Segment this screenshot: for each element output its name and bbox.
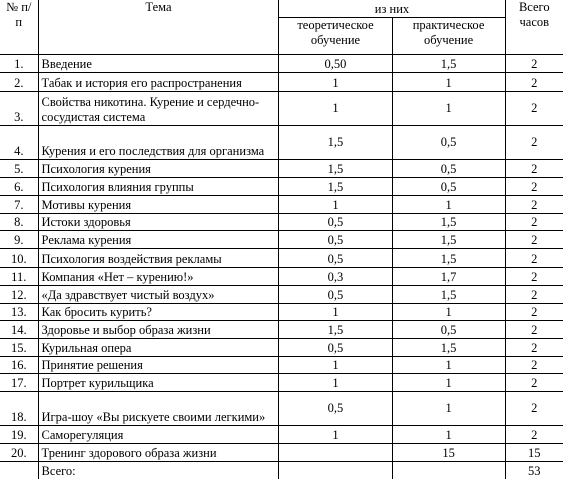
table-row — [0, 230, 563, 248]
row-practice: 15 — [392, 443, 505, 461]
row-number: 4. — [0, 125, 38, 159]
row-number: 18. — [0, 391, 38, 425]
row-theory: 1 — [279, 356, 392, 373]
table-row — [0, 425, 563, 443]
row-total: 2 — [505, 373, 563, 391]
row-practice: 1 — [392, 195, 505, 213]
row-number: 1. — [0, 54, 38, 72]
table-row — [0, 320, 563, 338]
row-theory: 1,5 — [279, 177, 392, 195]
table-row — [0, 248, 563, 267]
row-total: 2 — [505, 356, 563, 373]
row-total: 2 — [505, 391, 563, 425]
practice-header: практическое обучение — [392, 17, 505, 54]
row-theory: 1 — [279, 425, 392, 443]
row-topic: «Да здравствует чистый воздух» — [38, 285, 279, 303]
row-total: 2 — [505, 320, 563, 338]
row-practice: 1,5 — [392, 338, 505, 356]
row-topic: Курения и его последствия для организма — [38, 125, 279, 159]
row-practice: 1,5 — [392, 54, 505, 72]
row-topic: Свойства никотина. Курение и сердечно-сосудистая система — [38, 91, 279, 125]
row-topic: Как бросить курить? — [38, 303, 279, 320]
row-number: 12. — [0, 285, 38, 303]
row-total: 2 — [505, 195, 563, 213]
row-total: 2 — [505, 338, 563, 356]
row-theory: 0,5 — [279, 213, 392, 230]
row-total: 2 — [505, 177, 563, 195]
row-total: 2 — [505, 91, 563, 125]
table-row — [0, 125, 563, 159]
row-theory: 0,5 — [279, 338, 392, 356]
table-row — [0, 213, 563, 230]
row-number: 20. — [0, 443, 38, 461]
table-row — [0, 373, 563, 391]
row-number: 5. — [0, 159, 38, 177]
row-topic: Игра-шоу «Вы рискуете своими легкими» — [38, 391, 279, 425]
row-number: 9. — [0, 230, 38, 248]
num-header: № п/п — [6, 0, 32, 29]
row-topic: Реклама курения — [38, 230, 279, 248]
row-theory: 0,5 — [279, 248, 392, 267]
row-practice: 1 — [392, 356, 505, 373]
row-practice: 1 — [392, 303, 505, 320]
row-practice: 1 — [392, 91, 505, 125]
table-row — [0, 338, 563, 356]
row-total: 2 — [505, 72, 563, 91]
row-theory: 1 — [279, 195, 392, 213]
table-row — [0, 159, 563, 177]
row-topic: Курильная опера — [38, 338, 279, 356]
row-topic: Здоровье и выбор образа жизни — [38, 320, 279, 338]
row-practice: 0,5 — [392, 125, 505, 159]
row-theory: 0,5 — [279, 230, 392, 248]
row-topic: Тренинг здорового образа жизни — [38, 443, 279, 461]
row-practice: 1,5 — [392, 248, 505, 267]
row-number: 2. — [0, 72, 38, 91]
row-topic: Истоки здоровья — [38, 213, 279, 230]
table-row — [0, 177, 563, 195]
row-topic: Введение — [38, 54, 279, 72]
row-practice: 1 — [392, 391, 505, 425]
row-theory: 0,50 — [279, 54, 392, 72]
row-topic: Компания «Нет – курению!» — [38, 267, 279, 285]
row-total: 15 — [505, 443, 563, 461]
row-practice: 0,5 — [392, 320, 505, 338]
row-topic: Мотивы курения — [38, 195, 279, 213]
table-row — [0, 267, 563, 285]
row-topic: Психология влияния группы — [38, 177, 279, 195]
row-topic: Принятие решения — [38, 356, 279, 373]
row-number: 19. — [0, 425, 38, 443]
footer-theory-cell — [279, 461, 392, 479]
footer-total: 53 — [505, 461, 563, 479]
table-row — [0, 195, 563, 213]
row-topic: Психология курения — [38, 159, 279, 177]
row-theory: 1 — [279, 303, 392, 320]
row-theory: 1,5 — [279, 125, 392, 159]
row-practice: 1 — [392, 373, 505, 391]
row-topic: Саморегуляция — [38, 425, 279, 443]
row-theory: 1,5 — [279, 320, 392, 338]
table-row — [0, 54, 563, 72]
row-practice: 1,5 — [392, 285, 505, 303]
topic-header: Тема — [38, 0, 279, 54]
row-number: 10. — [0, 248, 38, 267]
row-number: 7. — [0, 195, 38, 213]
table-row — [0, 285, 563, 303]
row-total: 2 — [505, 159, 563, 177]
row-total: 2 — [505, 54, 563, 72]
row-practice: 1,5 — [392, 230, 505, 248]
row-practice: 1,5 — [392, 213, 505, 230]
table-row — [0, 391, 563, 425]
row-number: 16. — [0, 356, 38, 373]
row-total: 2 — [505, 230, 563, 248]
row-theory: 1 — [279, 373, 392, 391]
row-number: 11. — [0, 267, 38, 285]
theory-header: теоретическое обучение — [279, 17, 392, 54]
row-total: 2 — [505, 425, 563, 443]
table-row — [0, 72, 563, 91]
row-practice: 1 — [392, 425, 505, 443]
row-total: 2 — [505, 213, 563, 230]
table-row — [0, 91, 563, 125]
of-them-header: из них — [279, 0, 505, 17]
row-total: 2 — [505, 248, 563, 267]
row-practice: 0,5 — [392, 177, 505, 195]
row-number: 14. — [0, 320, 38, 338]
row-total: 2 — [505, 267, 563, 285]
footer-practice-cell — [392, 461, 505, 479]
row-number: 3. — [0, 91, 38, 125]
footer-label: Всего: — [38, 461, 279, 479]
total-header: Всего часов — [505, 0, 563, 54]
row-total: 2 — [505, 285, 563, 303]
row-theory: 0,3 — [279, 267, 392, 285]
row-theory — [279, 443, 392, 461]
row-topic: Психология воздействия рекламы — [38, 248, 279, 267]
row-practice: 0,5 — [392, 159, 505, 177]
row-theory: 1 — [279, 91, 392, 125]
row-total: 2 — [505, 303, 563, 320]
row-topic: Портрет курильщика — [38, 373, 279, 391]
row-total: 2 — [505, 125, 563, 159]
row-number: 17. — [0, 373, 38, 391]
row-topic: Табак и история его распространения — [38, 72, 279, 91]
row-number: 8. — [0, 213, 38, 230]
row-number: 6. — [0, 177, 38, 195]
row-theory: 1 — [279, 72, 392, 91]
table-row — [0, 356, 563, 373]
row-number: 13. — [0, 303, 38, 320]
row-number: 15. — [0, 338, 38, 356]
table-row — [0, 303, 563, 320]
row-practice: 1,7 — [392, 267, 505, 285]
row-theory: 1,5 — [279, 159, 392, 177]
row-theory: 0,5 — [279, 285, 392, 303]
row-practice: 1 — [392, 72, 505, 91]
footer-num-cell — [0, 461, 38, 479]
table-row — [0, 443, 563, 461]
row-theory: 0,5 — [279, 391, 392, 425]
table-body — [0, 54, 563, 461]
